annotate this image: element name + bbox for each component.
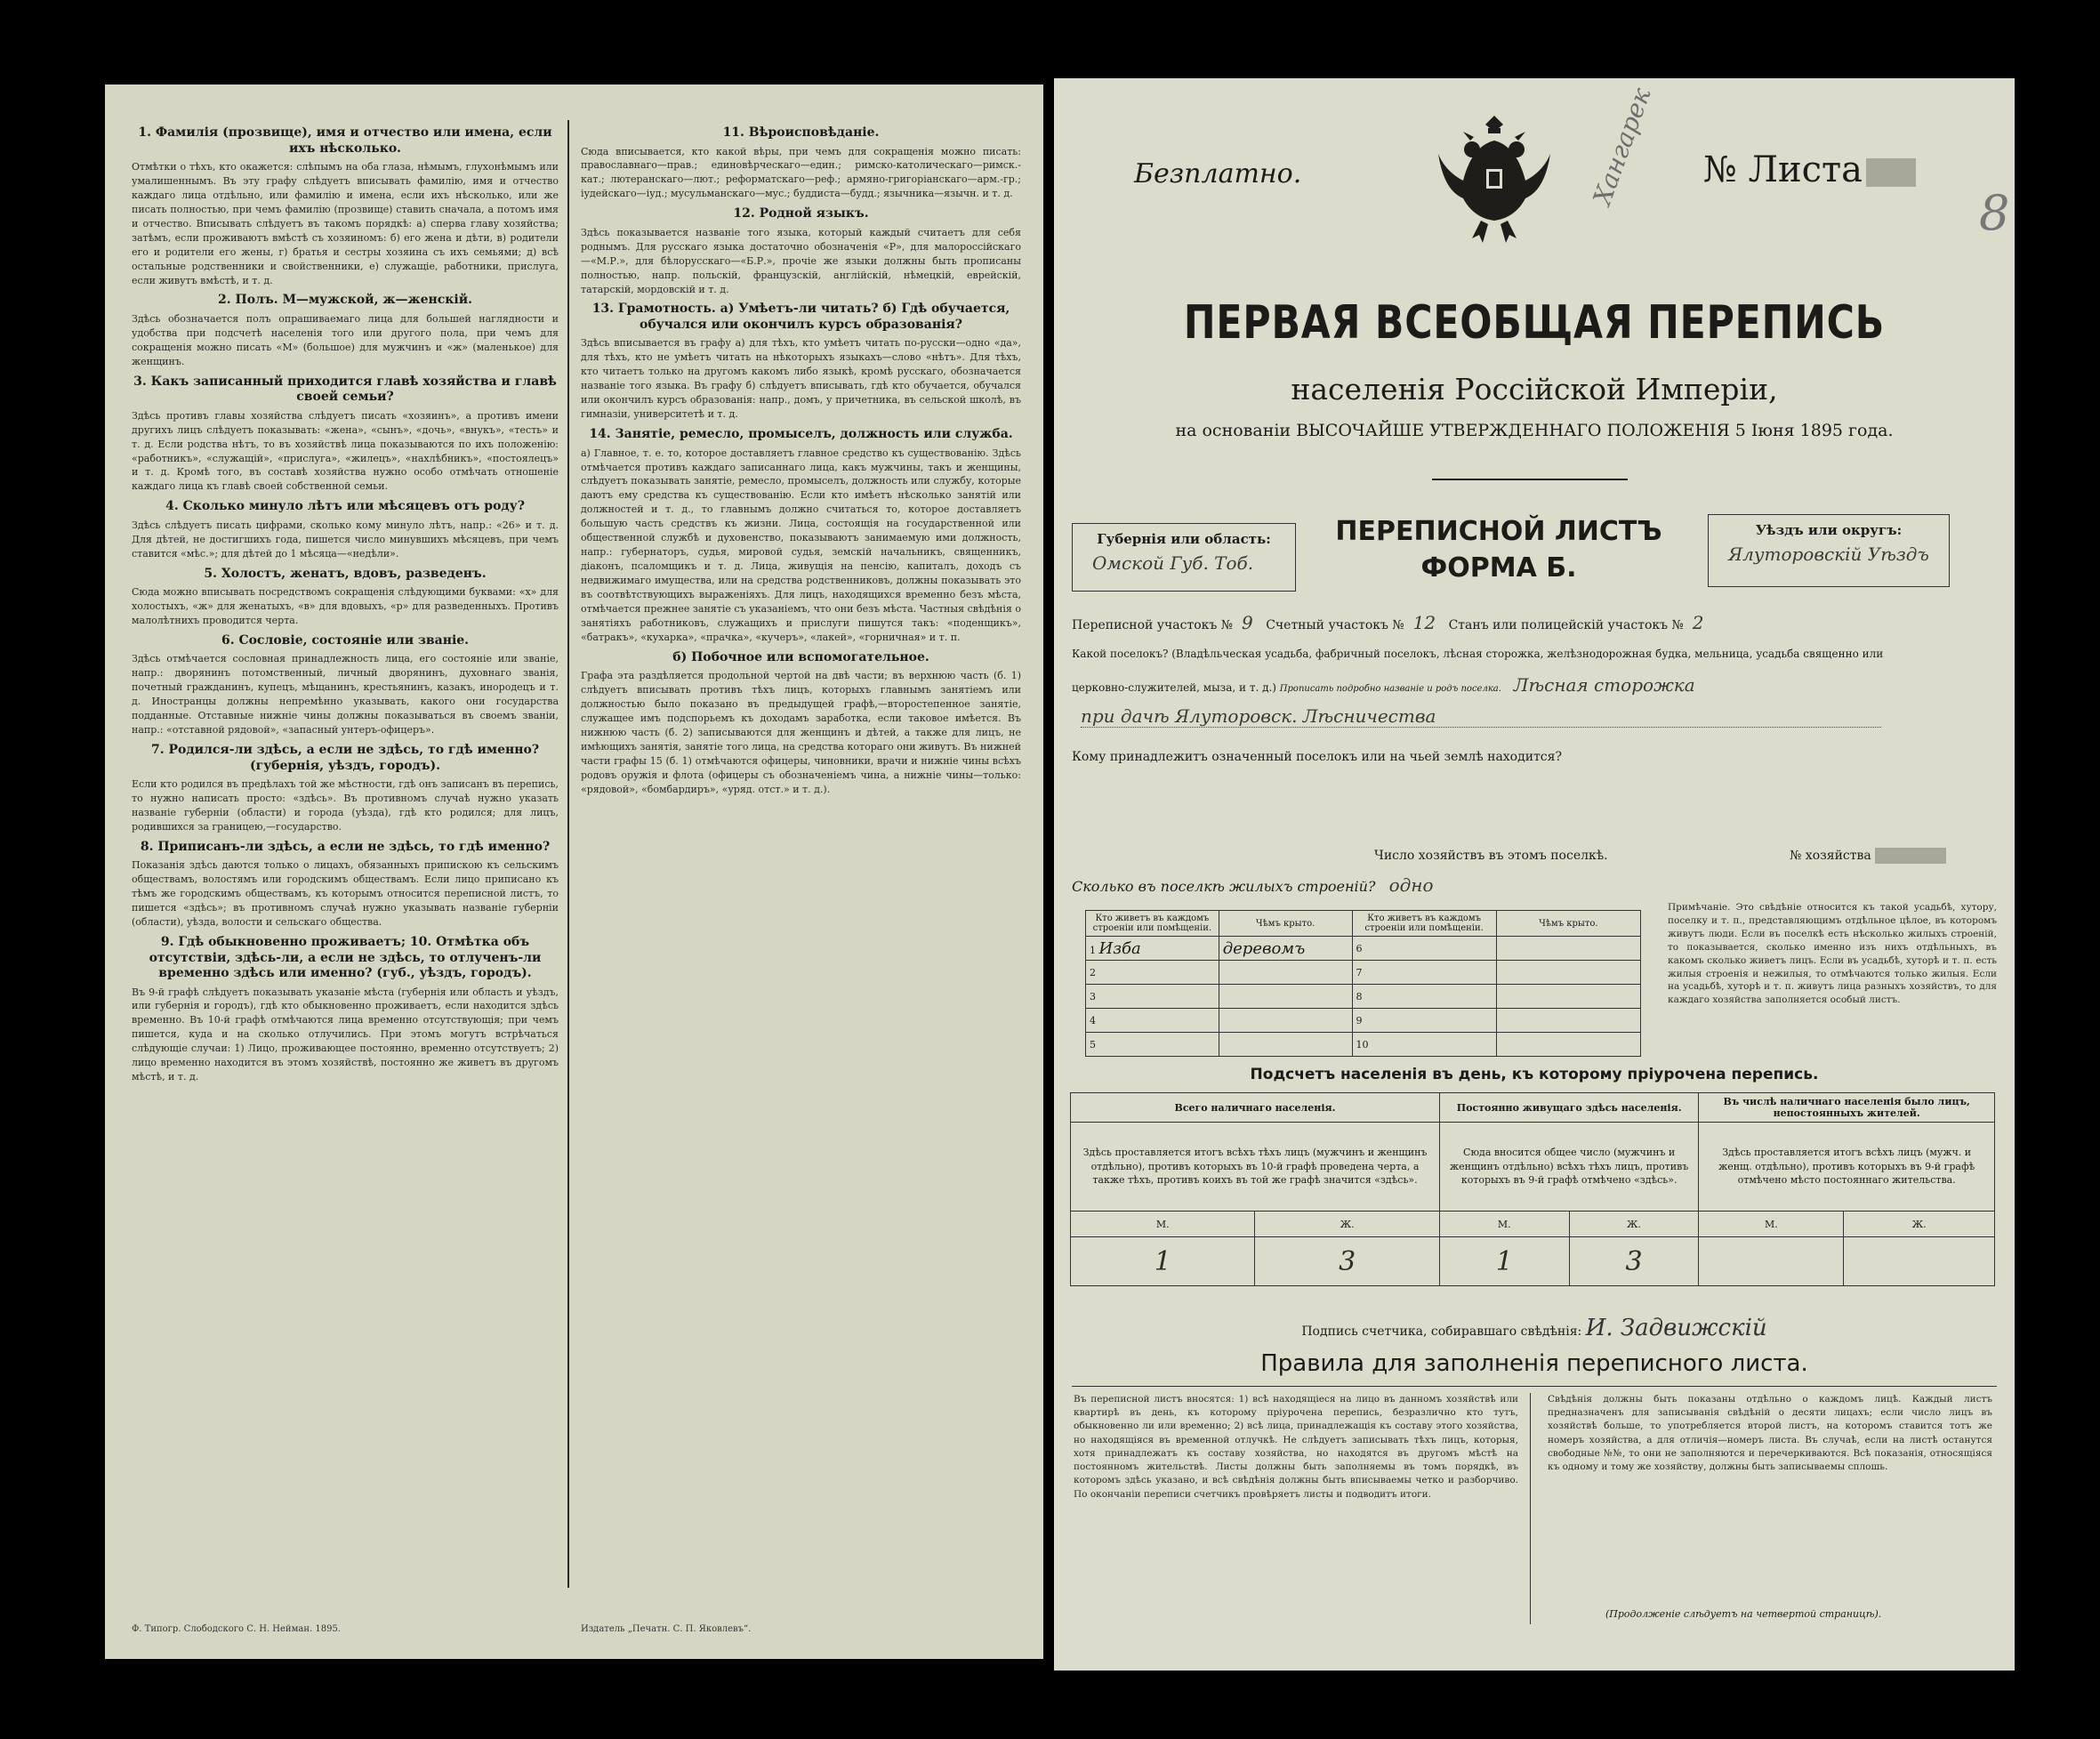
table-row xyxy=(1071,1123,1995,1212)
table-cell[interactable] xyxy=(1219,1009,1352,1033)
dwellings-label: Сколько въ поселкѣ жилыхъ строеній? xyxy=(1072,878,1376,895)
population-count-table xyxy=(1070,1092,1995,1286)
section-title: 12. Родной языкъ. xyxy=(733,206,869,221)
table-cell: Сюда вносится общее число (мужчинъ и женщинъ отдѣльно) всѣхъ тѣхъ лицъ, противъ которыхъ въ 9-й графѣ отмѣчено «здѣсь». xyxy=(1439,1123,1698,1212)
section-title: 3. Какъ записанный приходится главѣ хозяйства и главѣ своей семьи? xyxy=(133,374,557,405)
table-cell[interactable]: 8 xyxy=(1352,985,1496,1009)
district-field[interactable] xyxy=(1708,514,1950,587)
table-cell[interactable]: 2 xyxy=(1086,961,1219,985)
province-label: Губернія или область: xyxy=(1097,531,1271,547)
redacted-box xyxy=(1875,848,1946,864)
permanent-male-value[interactable]: 1 xyxy=(1439,1237,1569,1286)
table-header-cell: Чѣмъ крыто. xyxy=(1496,911,1640,937)
dwellings-note: Примѣчаніе. Это свѣдѣніе относится къ такой усадьбѣ, хутору, поселку и т. п., представляющимъ отдѣльное цѣлое, въ которомъ живутъ люди. Если въ поселкѣ есть нѣсколько жилыхъ строеній, то показывается, сколько именно изъ нихъ отдѣльныхъ, въ какомъ сколько живетъ лицъ. Если въ усадьбѣ, хуторѣ и т. п. есть жилыя строенія и нежилыя, то отмѣчаются только жилыя. Если на усадьбѣ, хуторѣ и т. п. живутъ лица разныхъ хозяйствъ, то для каждаго хозяйства заполняется особый листъ. xyxy=(1668,902,1997,1006)
province-value: Омской Губ. Тоб. xyxy=(1092,552,1254,574)
section-title: 7. Родился-ли здѣсь, а если не здѣсь, то гдѣ именно? (губернія, уѣздъ, городъ). xyxy=(150,743,540,773)
female-header: Ж. xyxy=(1844,1212,1995,1237)
left-page xyxy=(105,85,1043,1659)
table-cell[interactable] xyxy=(1219,1033,1352,1057)
settlement-row xyxy=(1072,648,1979,660)
table-cell[interactable] xyxy=(1086,937,1219,961)
precinct-row xyxy=(1072,612,1979,633)
dwellings-table xyxy=(1085,910,1641,1057)
table-cell[interactable] xyxy=(1219,961,1352,985)
present-female-value[interactable]: 3 xyxy=(1255,1237,1440,1286)
household-number-label: № хозяйства xyxy=(1790,849,1871,863)
rules-text-right: Свѣдѣнія должны быть показаны отдѣльно о каждомъ лицѣ. Каждый листъ предназначенъ для записыванія свѣдѣній о десяти лицахъ; если число лицъ въ хозяйствѣ больше, то употребляется второй листъ, на которомъ ставится тотъ же номеръ хозяйства, а для отличія—номеръ листа. Въ случаѣ, если на листѣ останутся свободные №№, то они не заполняются и перечеркиваются. Всѣ показанія, относящіяся къ одному и тому же хозяйству, должны быть записываемы сплошь. xyxy=(1548,1394,1992,1473)
instructions-column-1 xyxy=(132,120,559,1606)
settlement-label: Какой поселокъ? (Владѣльческая усадьба, фабричный поселокъ, лѣсная сторожка, желѣзнодорожная будка, мельница, усадьба священно или xyxy=(1072,648,1884,660)
legal-basis: на основаніи ВЫСОЧАЙШЕ УТВЕРЖДЕННАГО ПОЛОЖЕНІЯ 5 Іюня 1895 года. xyxy=(1175,421,1894,440)
section-title: 5. Холостъ, женатъ, вдовъ, разведенъ. xyxy=(204,566,487,581)
settlement-value-2[interactable]: при дачѣ Ялуторовск. Лѣсничества xyxy=(1081,705,1881,728)
table-row xyxy=(1086,1009,1641,1033)
section-title: 4. Сколько минуло лѣтъ или мѣсяцевъ отъ роду? xyxy=(165,499,525,514)
right-page xyxy=(1054,78,2015,1671)
table-cell[interactable]: 9 xyxy=(1352,1009,1496,1033)
signature-label: Подпись счетчика, собиравшаго свѣдѣнія: xyxy=(1301,1324,1582,1339)
rules-column-divider xyxy=(1530,1393,1531,1624)
permanent-female-value[interactable]: 3 xyxy=(1569,1237,1699,1286)
dwelling-type: Изба xyxy=(1098,938,1141,958)
signature-row xyxy=(1054,1315,2015,1341)
male-header: М. xyxy=(1439,1212,1569,1237)
table-header-cell: Чѣмъ крыто. xyxy=(1219,911,1352,937)
female-header: Ж. xyxy=(1569,1212,1699,1237)
section-body: Здѣсь слѣдуетъ писать цифрами, сколько кому минуло лѣтъ, напр.: «26» и т. д. Для дѣтей, не достигшихъ года, пишется число минувшихъ мѣсяцевъ, при чемъ ставится «мѣс.»; для дѣтей до 1 мѣсяца—«недѣли». xyxy=(132,519,559,560)
table-header xyxy=(1071,1093,1995,1123)
table-cell[interactable]: 4 xyxy=(1086,1009,1219,1033)
table-cell[interactable] xyxy=(1219,985,1352,1009)
instructions-column-2 xyxy=(581,120,1021,1606)
owner-label: Кому принадлежитъ означенный поселокъ или на чьей землѣ находится? xyxy=(1072,750,1562,764)
table-cell[interactable]: 10 xyxy=(1352,1033,1496,1057)
section-body: Здѣсь отмѣчается сословная принадлежность лица, его состояніе или званіе, напр.: дворянинъ потомственный, личный дворянинъ, духовнаго званія, почетный гражданинъ, купецъ, мѣщанинъ, крестьянинъ, казакъ, инородецъ и т. д. Иностранцы должны непремѣнно указывать, какого они государства подданные. Отставные нижніе чины должны показываться въ своемъ званіи, напр.: «отставной рядовой», «запасный унтеръ-офицеръ». xyxy=(132,653,559,737)
table-cell[interactable]: 7 xyxy=(1352,961,1496,985)
district-value: Ялуторовскій Уѣздъ xyxy=(1728,543,1929,565)
nonpermanent-female-value[interactable] xyxy=(1844,1237,1995,1286)
table-header xyxy=(1086,911,1641,937)
table-cell[interactable]: 3 xyxy=(1086,985,1219,1009)
section-title: 6. Сословіе, состояніе или званіе. xyxy=(221,632,470,648)
section-title: 14. Занятіе, ремесло, промыселъ, должность или служба. xyxy=(589,427,1013,442)
table-cell[interactable] xyxy=(1219,937,1352,961)
households-count-label: Число хозяйствъ въ этомъ поселкѣ. xyxy=(1374,849,1608,863)
section-body: Здѣсь противъ главы хозяйства слѣдуетъ писать «хозяинъ», а противъ имени другихъ лицъ слѣдуетъ показывать: «жена», «сынъ», «дочь», «внукъ», «тесть» и т. д. Если родства нѣтъ, то въ хозяйствѣ лица показываются по ихъ положенію: «работникъ», «служащій», «прислуга», «жилецъ», «нахлѣбникъ», «постоялецъ» и т. д. Кромѣ того, въ составѣ хозяйства нужно особо отмѣчать отношеніе каждаго лица къ главѣ своей собственной семьи. xyxy=(132,409,559,493)
pencil-number: 8 xyxy=(1979,185,2010,241)
section-body: Здѣсь показывается названіе того языка, который каждый считаетъ для себя роднымъ. Для русскаго языка достаточно обозначенія «Р», для малороссійскаго—«М.Р.», для бѣлорусскаго—«Б.Р.», прочіе же языки должны быть прописаны полностью, напр. польскій, французскій, англійскій, нѣмецкій, еврейскій, татарскій, мордовскій и т. д. xyxy=(581,226,1021,295)
table-cell: Здѣсь проставляется итогъ всѣхъ тѣхъ лицъ (мужчинъ и женщинъ отдѣльно), противъ которыхъ въ 10-й графѣ проведена черта, а также тѣхъ, противъ коихъ въ той же графѣ значится «здѣсь». xyxy=(1071,1123,1440,1212)
population-count-title: Подсчетъ населенія въ день, къ которому пріурочена перепись. xyxy=(1250,1066,1819,1083)
police-precinct-label: Станъ или полицейскій участокъ № xyxy=(1448,618,1684,632)
settlement-value[interactable]: Лѣсная сторожка xyxy=(1513,674,1695,696)
section-body: Показанія здѣсь даются только о лицахъ, обязанныхъ припискою къ сельскимъ обществамъ, волостямъ или городскимъ обществамъ. Если лицо приписано къ тѣмъ же городскимъ обществамъ, къ которымъ относится переписной листъ, то пишется «здѣсь»; въ противномъ случаѣ нужно указывать названіе губерніи (области), уѣзда, волости и сельскаго общества. xyxy=(132,859,559,929)
count-precinct-value[interactable]: 12 xyxy=(1412,612,1436,633)
table-cell[interactable] xyxy=(1496,1009,1640,1033)
section-body: Сюда вписывается, кто какой вѣры, при чемъ для сокращенія можно писать: православнаго—прав.; единовѣрческаго—един.; римско-католическаго—римск.-кат.; лютеранскаго—лют.; реформатскаго—реф.; армяно-григоріанскаго—арм.-гр.; іудейскаго—іуд.; мусульманскаго—мус.; буддиста—будд.; язычника—язычн. и т. д. xyxy=(581,145,1021,200)
table-header-cell: Всего наличнаго населенія. xyxy=(1071,1093,1440,1123)
section-body: Здѣсь вписывается въ графу а) для тѣхъ, кто умѣетъ читать по-русски—одно «да», для тѣхъ, кто не умѣетъ читать на нѣкоторыхъ языкахъ—слово «нѣтъ». Для тѣхъ, кто читаетъ только на другомъ какомъ либо языкѣ, кромѣ русскаго, обозначается названіе того языка. Въ графу б) слѣдуетъ вписывать, гдѣ кто обучается, обучался или окончилъ курсъ образованія: напр., домъ, у причетника, въ сельской школѣ, въ гимназіи, университетѣ и т. д. xyxy=(581,337,1021,421)
section-body: Графа эта раздѣляется продольной чертой на двѣ части; въ верхнюю часть (б. 1) слѣдуетъ вписывать противъ тѣхъ лицъ, которыхъ главнымъ занятіемъ или должностью было показано въ предыдущей графѣ,—второстепенное занятіе, служащее имъ подспорьемъ къ доходамъ заработка, если таковое имѣется. Въ нижнюю часть (б. 2) записываются для женщинъ и дѣтей, а также для лицъ, не имѣющихъ занятія, занятіе того лица, на средства котораго они живутъ. Въ нижней части графы 15 (б. 1) отмѣчаются офицеры, чиновники, врачи и нижніе чины всѣхъ родовъ оружія и флота (офицеры съ обозначеніемъ чина, а нижніе чины—только: «рядовой», «бомбардиръ», «уряд. отст.» и т. д.). xyxy=(581,670,1021,795)
table-cell: Здѣсь проставляется итогъ всѣхъ лицъ (мужч. и женщ. отдѣльно), противъ которыхъ въ 9-й графѣ отмѣчено мѣсто постояннаго жительства. xyxy=(1699,1123,1995,1212)
police-precinct-value[interactable]: 2 xyxy=(1692,612,1704,633)
dwellings-value[interactable]: одно xyxy=(1388,874,1434,896)
roof-type: деревомъ xyxy=(1222,938,1306,958)
section-body: Сюда можно вписывать посредствомъ сокращенія слѣдующими буквами: «х» для холостыхъ, «ж» для женатыхъ, «в» для вдовыхъ, «р» для разведенныхъ. Противъ малолѣтнихъ проводится черта. xyxy=(132,586,559,626)
table-cell[interactable] xyxy=(1496,937,1640,961)
female-header: Ж. xyxy=(1255,1212,1440,1237)
section-body: а) Главное, т. е. то, которое доставляетъ главное средство къ существованію. Здѣсь отмѣчается противъ каждаго записаннаго лица, какъ мужчины, такъ и женщины, слѣдуетъ показывать занятіе, ремесло, промыселъ, должность или службу, которые даютъ ему средства къ существованію. Если кто имѣетъ нѣсколько занятій или должностей и т. д., то главнымъ должно считаться то, которое доставляетъ большую часть средствъ къ жизни. Лица, состоящія на государственной или общественной службѣ и духовенство, показываютъ занимаемую ими должность, напр.: губернаторъ, судья, мировой судья, земскій начальникъ, священникъ, діаконъ, псаломщикъ и т. д. Лица, живущія на пенсію, капиталъ, доходъ съ недвижимаго имущества, или на средства родственниковъ, должны показывать это въ соотвѣтствующихъ выраженіяхъ. Для лицъ, находящихся временно безъ мѣста, отмѣчается прежнее занятіе съ указаніемъ, что они безъ мѣста. Частныя свѣдѣнія о занятіяхъ работниковъ, служащихъ и прислуги пишутся такъ: «поденщикъ», «батракъ», «кухарка», «прачка», «кучеръ», «лакей», «горничная» и т. п. xyxy=(581,447,1021,643)
printer-imprint-right: Издатель „Печатн. С. П. Яковлевъ“. xyxy=(581,1624,752,1634)
table-row xyxy=(1071,1237,1995,1286)
census-precinct-value[interactable]: 9 xyxy=(1242,612,1253,633)
census-subtitle: населенія Россійской Имперіи, xyxy=(1291,372,1778,407)
table-cell[interactable] xyxy=(1496,1033,1640,1057)
table-row xyxy=(1086,937,1641,961)
table-row xyxy=(1086,961,1641,985)
table-header-cell: Въ числѣ наличнаго населенія было лицъ, непостоянныхъ жителей. xyxy=(1699,1093,1995,1123)
census-precinct-label: Переписной участокъ № xyxy=(1072,618,1233,632)
households-row xyxy=(1072,848,1979,864)
male-header: М. xyxy=(1699,1212,1844,1237)
section-body: Отмѣтки о тѣхъ, кто окажется: слѣпымъ на оба глаза, нѣмымъ, глухонѣмымъ или умалишеннымъ. Въ эту графу слѣдуетъ вписывать фамилію, имя и отчество каждаго лица отдѣльно, или фамилію и имена, если ихъ нѣсколько, или же писать полностью, при чемъ фамилію (прозвище) ставить сначала, а потомъ имя и отчество. Вписывать слѣдуетъ въ такомъ порядкѣ: а) сперва главу хозяйства; затѣмъ, если проживаютъ вмѣстѣ съ хозяиномъ: б) его жена и дѣти, в) родители его и родители его жены, г) братья и сестры хозяина съ ихъ семьями; д) всѣ остальные родственники и свойственники, е) служащіе, работники, прислуга, если живутъ вмѣстѣ, и т. д. xyxy=(132,161,559,286)
section-title: 11. Вѣроисповѣданіе. xyxy=(722,125,880,140)
sheet-number xyxy=(1703,149,1916,190)
table-row xyxy=(1071,1212,1995,1237)
census-title: ПЕРВАЯ ВСЕОБЩАЯ ПЕРЕПИСЬ xyxy=(1183,296,1886,350)
sheet-title-line-1: ПЕРЕПИСНОЙ ЛИСТЪ xyxy=(1335,516,1662,547)
section-title: 8. Приписанъ-ли здѣсь, а если не здѣсь, то гдѣ именно? xyxy=(140,839,551,854)
district-label: Уѣздъ или округъ: xyxy=(1755,522,1903,538)
count-precinct-label: Счетный участокъ № xyxy=(1266,618,1404,632)
signature-value[interactable]: И. Задвижскій xyxy=(1585,1315,1767,1341)
settlement-row-2 xyxy=(1072,674,1979,696)
rules-text-left: Въ переписной листъ вносятся: 1) всѣ находящіеся на лицо въ данномъ хозяйствѣ или квартирѣ въ день, къ которому пріурочена перепись, безразлично кто тутъ, обыкновенно ли или временно; 2) всѣ лица, принадлежащія къ составу этого хозяйства, но находящіяся въ временной отлучкѣ. Не слѣдуетъ записывать тѣхъ лицъ, которыя, хотя принадлежатъ къ составу хозяйства, но находятся въ другомъ мѣстѣ на постоянномъ жительствѣ. Листы должны быть заполняемы въ томъ порядкѣ, въ которомъ здѣсь указано, и всѣ свѣдѣнія должны быть вписываемы четко и разборчиво. По окончаніи переписи счетчикъ провѣряетъ листы и подводитъ итоги. xyxy=(1074,1394,1518,1500)
table-cell[interactable]: 5 xyxy=(1086,1033,1219,1057)
free-label: Безплатно. xyxy=(1134,158,1302,189)
section-title: 1. Фамилія (прозвище), имя и отчество или имена, если ихъ нѣсколько. xyxy=(138,125,552,156)
section-title: 2. Полъ. М—мужской, ж—женскій. xyxy=(218,293,472,308)
sheet-number-label: № Листа xyxy=(1703,149,1863,190)
section-body: Въ 9-й графѣ слѣдуетъ показывать указаніе мѣста (губернія или область и уѣздъ, или губернія и городъ), гдѣ кто обыкновенно проживаетъ, если находится здѣсь временно. Въ 10-й графѣ отмѣчаются лица временно отсутствующія; при чемъ пишется, куда и на сколько отлучились. При этомъ могутъ встрѣчаться слѣдующіе случаи: 1) Лицо, проживающее постоянно, временно отсутствуетъ; 2) лицо временно находится въ этомъ хозяйствѣ, постоянно же живетъ въ другомъ мѣстѣ, и т. д. xyxy=(132,986,559,1083)
nonpermanent-male-value[interactable] xyxy=(1699,1237,1844,1286)
double-headed-eagle-icon xyxy=(1436,114,1552,247)
continuation-note: (Продолженіе слѣдуетъ на четвертой страницѣ). xyxy=(1605,1608,1882,1620)
table-row xyxy=(1086,985,1641,1009)
section-body: Если кто родился въ предѣлахъ той же мѣстности, гдѣ онъ записанъ въ перепись, то нужно написать просто: «здѣсь». Въ противномъ случаѣ нужно указать названіе губерніи (области) и города (уѣзда), гдѣ кто родился; для лицъ, родившихся за границею,—государство. xyxy=(132,778,559,833)
table-cell[interactable] xyxy=(1496,985,1640,1009)
rules-divider xyxy=(1072,1386,1997,1387)
table-cell[interactable]: 6 xyxy=(1352,937,1496,961)
settlement-row-3 xyxy=(1072,705,1979,728)
title-divider xyxy=(1432,479,1628,480)
section-title: 9. Гдѣ обыкновенно проживаетъ; 10. Отмѣтка объ отсутствіи, здѣсь-ли, а если не здѣсь, то отлученъ-ли временно здѣсь или именно? (губ., уѣздъ, городъ). xyxy=(149,935,542,980)
sheet-title xyxy=(1303,514,1694,586)
pencil-note: Хангарек xyxy=(1587,84,1657,209)
dwellings-row xyxy=(1072,874,1979,896)
province-field[interactable] xyxy=(1072,523,1296,592)
column-divider xyxy=(567,120,569,1588)
sheet-title-line-2: ФОРМА Б. xyxy=(1420,551,1577,584)
male-header: М. xyxy=(1071,1212,1255,1237)
table-cell[interactable] xyxy=(1496,961,1640,985)
table-header-cell: Кто живетъ въ каждомъ строеніи или помѣщеніи. xyxy=(1352,911,1496,937)
settlement-label-2: церковно-служителей, мыза, и т. д.) xyxy=(1072,681,1276,694)
printer-imprint-left: Ф. Типогр. Слободского С. Н. Нейман. 1895. xyxy=(132,1624,341,1634)
section-title: б) Побочное или вспомогательное. xyxy=(672,649,929,664)
redacted-box xyxy=(1866,158,1916,187)
rules-title: Правила для заполненія переписного листа. xyxy=(1260,1350,1808,1377)
settlement-hint: Прописать подробно названіе и родъ поселка. xyxy=(1279,684,1501,694)
section-body: Здѣсь обозначается полъ опрашиваемаго лица для большей наглядности и удобства при подсчетѣ населенія того или другого пола, при чемъ для сокращенія можно писать «М» (большое) для мужчинъ и «ж» (маленькое) для женщинъ. xyxy=(132,312,559,367)
section-title: 13. Грамотность. а) Умѣетъ-ли читать? б) Гдѣ обучается, обучался или окончилъ курсъ образованія? xyxy=(591,302,1010,332)
table-row xyxy=(1086,1033,1641,1057)
row-number: 1 xyxy=(1090,944,1096,956)
table-header-cell: Кто живетъ въ каждомъ строеніи или помѣщеніи. xyxy=(1086,911,1219,937)
table-header-cell: Постоянно живущаго здѣсь населенія. xyxy=(1439,1093,1698,1123)
present-male-value[interactable]: 1 xyxy=(1071,1237,1255,1286)
owner-row xyxy=(1072,750,1979,764)
